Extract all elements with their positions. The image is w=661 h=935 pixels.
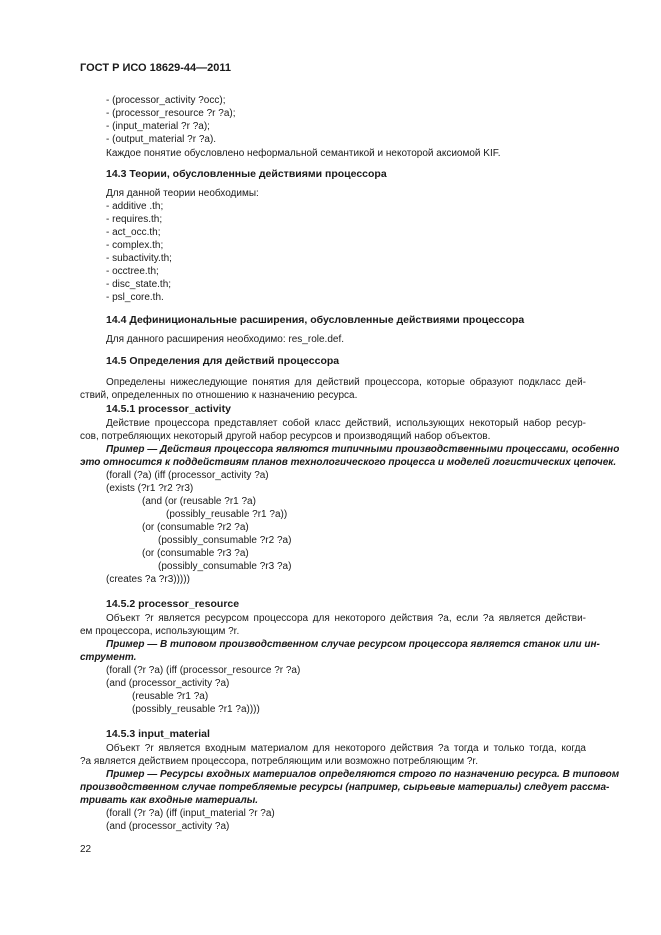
example-line: Пример — Действия процессора являются типичными производственными процессами, особенно <box>106 444 620 455</box>
section-14-5-1-title: 14.5.1 processor_activity <box>106 403 231 415</box>
example-line: Пример — Ресурсы входных материалов определяются строго по назначению ресурса. В типовом <box>106 769 620 780</box>
intro-list-item: - (processor_resource ?r ?a); <box>106 108 236 119</box>
code-line: (and (processor_activity ?a) <box>106 821 230 832</box>
code-line: (exists (?r1 ?r2 ?r3) <box>106 483 194 494</box>
theory-list-item: - psl_core.th. <box>106 292 164 303</box>
theory-list-item: - act_occ.th; <box>106 227 161 238</box>
code-line: (creates ?a ?r3))))) <box>106 574 190 585</box>
theory-list-item: - additive .th; <box>106 201 164 212</box>
code-line: (forall (?a) (iff (processor_activity ?a) <box>106 470 269 481</box>
code-line: (and (processor_activity ?a) <box>106 678 230 689</box>
example-line: производственном случае потребляемые ресурсы (например, сырьевые материалы) следует рассма- <box>80 782 610 793</box>
code-line: (forall (?r ?a) (iff (processor_resource ?r ?a) <box>106 665 301 676</box>
section-14-5-2-paragraph-line: ем процессора, использующим ?r. <box>80 626 240 637</box>
intro-list-item: - (input_material ?r ?a); <box>106 121 210 132</box>
section-14-3-lead: Для данной теории необходимы: <box>106 188 259 199</box>
code-line: (possibly_reusable ?r1 ?a)) <box>166 509 288 520</box>
theory-list-item: - occtree.th; <box>106 266 159 277</box>
section-14-5-1-paragraph-line: Действие процессора представляет собой класс действий, использующих некоторый набор ресур- <box>106 418 586 429</box>
code-line: (or (consumable ?r2 ?a) <box>142 522 249 533</box>
example-line: это относится к поддействиям планов технологического процесса и моделей логистических цепочек. <box>80 457 617 468</box>
section-14-3-title: 14.3 Теории, обусловленные действиями процессора <box>106 168 387 180</box>
section-14-5-3-paragraph-line: Объект ?r является входным материалом для некоторого действия ?a тогда и только тогда, когда <box>106 743 586 754</box>
code-line: (forall (?r ?a) (iff (input_material ?r ?a) <box>106 808 275 819</box>
code-line: (or (consumable ?r3 ?a) <box>142 548 249 559</box>
section-14-5-3-title: 14.5.3 input_material <box>106 728 210 740</box>
section-14-5-2-title: 14.5.2 processor_resource <box>106 598 240 610</box>
section-14-5-paragraph-line: ствий, определенных по отношению к назначению ресурса. <box>80 390 358 401</box>
example-line: Пример — В типовом производственном случае ресурсом процессора является станок или ин- <box>106 639 600 650</box>
intro-note: Каждое понятие обусловлено неформальной семантикой и некоторой аксиомой KIF. <box>106 148 501 159</box>
section-14-5-2-paragraph-line: Объект ?r является ресурсом процессора для некоторого действия ?a, если ?a является действи- <box>106 613 586 624</box>
section-14-5-title: 14.5 Определения для действий процессора <box>106 355 340 367</box>
theory-list-item: - complex.th; <box>106 240 164 251</box>
page-number: 22 <box>80 844 92 855</box>
document-header: ГОСТ Р ИСО 18629-44—2011 <box>80 62 232 74</box>
theory-list-item: - disc_state.th; <box>106 279 172 290</box>
intro-list-item: - (output_material ?r ?a). <box>106 134 217 145</box>
example-line: тривать как входные материалы. <box>80 795 259 806</box>
section-14-5-3-paragraph-line: ?a является действием процессора, потребляющим или возможно потребляющим ?r. <box>80 756 478 767</box>
section-14-5-1-paragraph-line: сов, потребляющих некоторый другой набор ресурсов и производящий набор объектов. <box>80 431 491 442</box>
code-line: (and (or (reusable ?r1 ?a) <box>142 496 256 507</box>
intro-list-item: - (processor_activity ?occ); <box>106 95 226 106</box>
code-line: (possibly_consumable ?r3 ?a) <box>158 561 292 572</box>
theory-list-item: - subactivity.th; <box>106 253 172 264</box>
theory-list-item: - requires.th; <box>106 214 163 225</box>
example-line: струмент. <box>80 652 137 663</box>
section-14-4-text: Для данного расширения необходимо: res_role.def. <box>106 334 344 345</box>
section-14-4-title: 14.4 Дефиниционaльные расширения, обусловленные действиями процессора <box>106 314 525 326</box>
section-14-5-paragraph-line: Определены нижеследующие понятия для действий процессора, которые образуют подкласс дей- <box>106 377 586 388</box>
code-line: (possibly_consumable ?r2 ?a) <box>158 535 292 546</box>
code-line: (possibly_reusable ?r1 ?a)))) <box>132 704 260 715</box>
code-line: (reusable ?r1 ?a) <box>132 691 209 702</box>
